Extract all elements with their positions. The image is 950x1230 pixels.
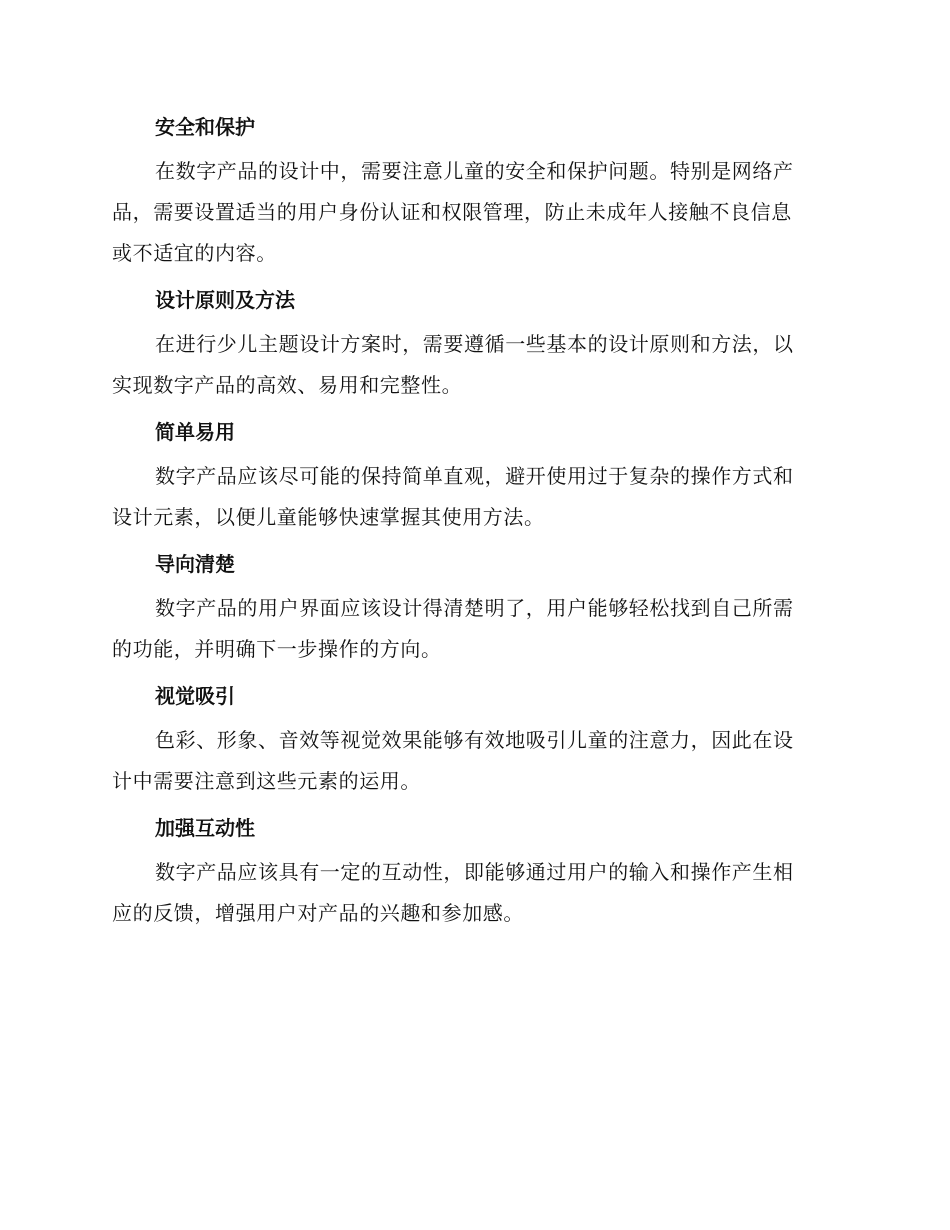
section-design-principles [112, 281, 832, 406]
section-paragraph: 数字产品应该具有一定的互动性，即能够通过用户的输入和操作产生相 应的反馈，增强用户对产品的兴趣和参加感。 [112, 860, 794, 925]
section-heading: 简单易用 [155, 420, 235, 444]
section-clear-navigation [112, 545, 832, 670]
section-heading: 导向清楚 [155, 552, 235, 576]
section-heading: 设计原则及方法 [155, 288, 295, 312]
section-interactivity [112, 809, 832, 934]
section-heading: 视觉吸引 [155, 684, 235, 708]
section-paragraph: 数字产品应该尽可能的保持简单直观，避开使用过于复杂的操作方式和 设计元素，以便儿童能够快速掌握其使用方法。 [112, 464, 794, 529]
document-content [112, 108, 832, 941]
section-paragraph: 色彩、形象、音效等视觉效果能够有效地吸引儿童的注意力，因此在设 计中需要注意到这些元素的运用。 [112, 728, 794, 793]
section-heading: 加强互动性 [155, 816, 255, 840]
section-heading: 安全和保护 [155, 115, 255, 139]
section-paragraph: 在数字产品的设计中，需要注意儿童的安全和保护问题。特别是网络产 品，需要设置适当的用户身份认证和权限管理，防止未成年人接触不良信息 或不适宜的内容。 [112, 159, 794, 265]
section-simple-easy [112, 413, 832, 538]
section-safety [112, 108, 832, 274]
section-paragraph: 数字产品的用户界面应该设计得清楚明了，用户能够轻松找到自己所需 的功能，并明确下一步操作的方向。 [112, 596, 794, 661]
section-visual-appeal [112, 677, 832, 802]
section-paragraph: 在进行少儿主题设计方案时，需要遵循一些基本的设计原则和方法，以 实现数字产品的高效、易用和完整性。 [112, 332, 794, 397]
